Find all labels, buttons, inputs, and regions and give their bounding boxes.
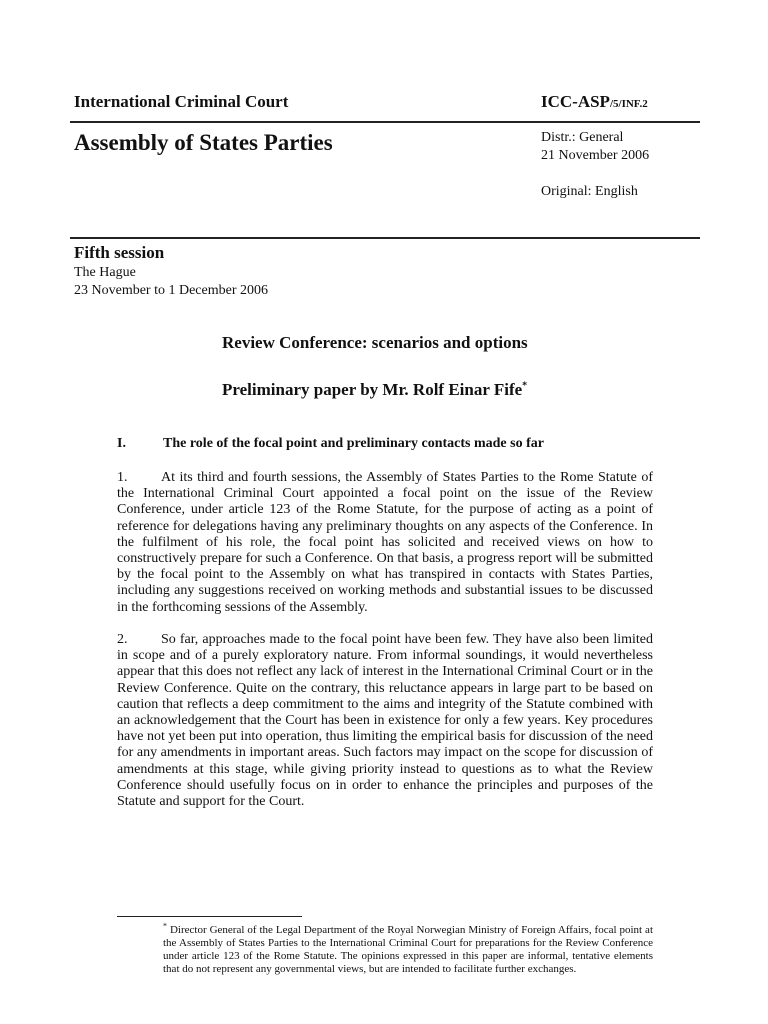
document-date: 21 November 2006	[541, 148, 650, 163]
paragraph-2	[117, 632, 653, 810]
distribution-label: Distr.: General	[541, 130, 624, 145]
document-subtitle	[222, 380, 527, 400]
document-symbol-suffix: /5/INF.2	[609, 98, 648, 110]
organization-name: International Criminal Court	[74, 92, 289, 111]
subtitle-footnote-marker: *	[522, 380, 528, 392]
section-title: The role of the focal point and preliminary contacts made so far	[163, 436, 544, 451]
subtitle-text: Preliminary paper by Mr. Rolf Einar Fife	[222, 380, 523, 399]
original-language: Original: English	[541, 184, 638, 199]
session-location: The Hague	[74, 265, 136, 280]
document-symbol-main: ICC-ASP	[541, 92, 610, 111]
footnote-separator	[117, 916, 302, 917]
footnote	[163, 921, 653, 976]
document-symbol	[541, 92, 648, 112]
paragraph-number: 2.	[117, 632, 128, 647]
paragraph-text: So far, approaches made to the focal point have been few. They have also been limited in scope and of a purely exploratory nature. From informal soundings, it would nevertheless appear that this does not reflect any lack of interest in the International Criminal Court or in the Review Conference. Quite on the contrary, this reluctance appears in large part to be based on caution that reflects a deep commitment to the aims and integrity of the Statute combined with an acknowledgement that the Court has been in existence for only a few years. Key procedures have not yet been put into operation, thus limiting the empirical basis for discussion of the need for any amendments in important areas. Such factors may impact on the scope for discussion of amendments at this stage, while giving priority instead to questions as to what the Review Conference should usefully focus on in order to enhance the principles and purposes of the Statute and support for the Court.	[117, 632, 653, 810]
distribution-info	[541, 129, 649, 201]
paragraph-text: At its third and fourth sessions, the Assembly of States Parties to the Rome Statute of the International Criminal Court appointed a focal point on the issue of the Review Conference, under article 123 of the Rome Statute, for the purpose of acting as a point of reference for delegations having any preliminary thoughts on any aspects of the Conference. In the fulfilment of his role, the focal point has solicited and received views on how to constructively prepare for such a Conference. On that basis, a progress report will be submitted by the focal point to the Assembly on what has transpired in contacts with States Parties, including any suggestions received on working methods and substantial issues to be discussed in the forthcoming sessions of the Assembly.	[117, 470, 653, 615]
session-name: Fifth session	[74, 243, 165, 262]
paragraph-1	[117, 470, 653, 616]
session-details	[74, 264, 268, 300]
paragraph-number: 1.	[117, 470, 128, 485]
header-top-rule	[70, 121, 700, 123]
footnote-text: Director General of the Legal Department of the Royal Norwegian Ministry of Foreign Affairs, focal point at the Assembly of States Parties to the International Criminal Court for preparations for the Review Conference under article 123 of the Rome Statute. The opinions expressed in this paper are informal, tentative elements that do not represent any governmental views, but are intended to facilitate further exchanges.	[163, 924, 653, 975]
document-title: Review Conference: scenarios and options	[222, 333, 528, 352]
header-bottom-rule	[70, 237, 700, 239]
footnote-marker: *	[163, 921, 167, 931]
section-number: I.	[117, 436, 126, 451]
session-dates: 23 November to 1 December 2006	[74, 283, 268, 298]
assembly-title: Assembly of States Parties	[74, 130, 333, 155]
